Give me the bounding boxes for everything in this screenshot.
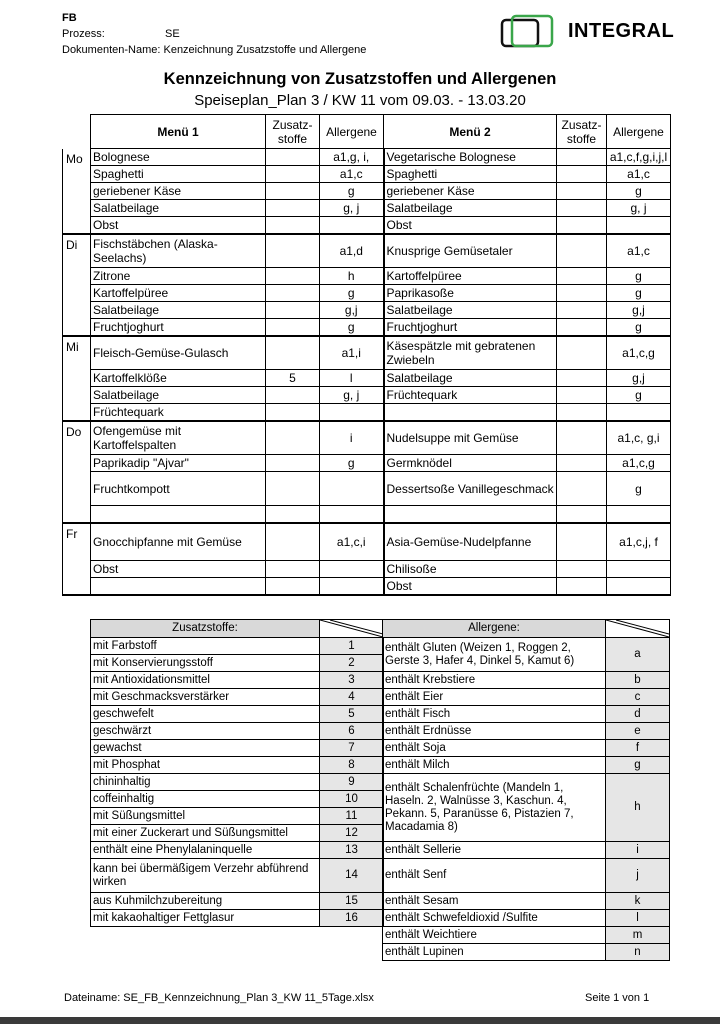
logo-mark-icon: [500, 14, 560, 54]
zusatzstoff-label: geschwefelt: [91, 706, 320, 723]
menu-row: [63, 421, 671, 455]
menu1-item: Obst: [91, 217, 266, 234]
zusatz2-value: [557, 421, 607, 455]
menu1-item: Bolognese: [91, 149, 266, 166]
zusatz1-value: [266, 285, 320, 302]
zusatz2-value: [557, 149, 607, 166]
zusatz2-value: [557, 336, 607, 370]
allergen-row: [383, 757, 670, 774]
menu-row: [63, 319, 671, 336]
allergen-code: k: [606, 893, 670, 910]
zusatzstoff-number: 14: [320, 859, 384, 893]
zusatz1-value: [266, 336, 320, 370]
allergen-label: enthält Milch: [383, 757, 606, 774]
menu2-item: Germknödel: [384, 455, 557, 472]
zusatzstoff-row: [91, 740, 384, 757]
menu-row: [63, 370, 671, 387]
menu1-item: Spaghetti: [91, 166, 266, 183]
allergene2-value: [607, 578, 671, 595]
menu-header-row: [63, 115, 671, 149]
zusatzstoff-number: 8: [320, 757, 384, 774]
diagonal-header-cell: [606, 620, 670, 638]
menu1-item: Salatbeilage: [91, 200, 266, 217]
zusatzstoff-number: 9: [320, 774, 384, 791]
menu-table: [62, 114, 671, 596]
zusatzstoff-row: [91, 638, 384, 655]
menu1-item: Salatbeilage: [91, 387, 266, 404]
zusatz2-value: [557, 404, 607, 421]
zusatzstoff-number: 15: [320, 893, 384, 910]
menu1-item: Ofengemüse mit Kartoffelspalten: [91, 421, 266, 455]
allergene2-value: a1,c, g,i: [607, 421, 671, 455]
allergen-label: enthält Fisch: [383, 706, 606, 723]
zusatzstoff-label: geschwärzt: [91, 723, 320, 740]
zusatzstoff-label: mit Konservierungsstoff: [91, 655, 320, 672]
allergene1-value: [320, 561, 384, 578]
allergen-code: h: [606, 774, 670, 842]
allergen-code: l: [606, 910, 670, 927]
allergene2-value: g,j: [607, 302, 671, 319]
allergen-label: enthält Sellerie: [383, 842, 606, 859]
allergene2-value: a1,c,j, f: [607, 523, 671, 561]
zusatzstoff-number: 2: [320, 655, 384, 672]
zusatz2-value: [557, 319, 607, 336]
allergen-row: [383, 944, 670, 961]
zusatz1-value: [266, 200, 320, 217]
menu2-item: Spaghetti: [384, 166, 557, 183]
diagonal-header-cell: [320, 620, 384, 638]
zusatzstoff-row: [91, 808, 384, 825]
zusatz2-value: [557, 285, 607, 302]
zusatzstoff-number: 13: [320, 842, 384, 859]
allergen-label: enthält Eier: [383, 689, 606, 706]
zusatzstoff-label: aus Kuhmilchzubereitung: [91, 893, 320, 910]
allergen-code: c: [606, 689, 670, 706]
allergen-row: [383, 927, 670, 944]
menu-row: [63, 200, 671, 217]
allergen-code: f: [606, 740, 670, 757]
logo-text: INTEGRAL: [568, 20, 675, 42]
day-label: Mo: [63, 149, 91, 234]
menu2-item: Paprikasoße: [384, 285, 557, 302]
menu1-item: Kartoffelpüree: [91, 285, 266, 302]
zusatzstoff-label: enthält eine Phenylalaninquelle: [91, 842, 320, 859]
allergen-row: [383, 672, 670, 689]
allergene2-value: [607, 404, 671, 421]
zusatz2-value: [557, 472, 607, 506]
allergene2-value: a1,c,g: [607, 455, 671, 472]
zusatzstoff-label: coffeinhaltig: [91, 791, 320, 808]
menu-row: [63, 217, 671, 234]
menu-row: [63, 183, 671, 200]
menu1-item: Zitrone: [91, 268, 266, 285]
allergene2-value: g, j: [607, 200, 671, 217]
zusatz1-value: [266, 387, 320, 404]
zusatzstoff-label: mit einer Zuckerart und Süßungsmittel: [91, 825, 320, 842]
zusatz2-value: [557, 183, 607, 200]
allergen-code: e: [606, 723, 670, 740]
allergen-label: enthält Soja: [383, 740, 606, 757]
allergen-label: enthält Erdnüsse: [383, 723, 606, 740]
allergene1-value: a1,g, i,: [320, 149, 384, 166]
zusatzstoff-row: [91, 672, 384, 689]
allergene2-value: g: [607, 285, 671, 302]
allergene2-value: g: [607, 268, 671, 285]
allergen-code: b: [606, 672, 670, 689]
allergen-code: m: [606, 927, 670, 944]
zusatz1-value: [266, 319, 320, 336]
menu2-item: Früchtequark: [384, 387, 557, 404]
menu2-item: Salatbeilage: [384, 200, 557, 217]
zusatz1-value: [266, 578, 320, 595]
allergene2-value: [607, 506, 671, 523]
zusatzstoff-row: [91, 842, 384, 859]
menu-row: [63, 387, 671, 404]
allergene-heading: Allergene:: [383, 620, 606, 638]
allergen-label: enthält Lupinen: [383, 944, 606, 961]
menu-row: [63, 561, 671, 578]
bottom-bar: [0, 1017, 720, 1024]
menu2-item: Salatbeilage: [384, 302, 557, 319]
zusatzstoff-label: mit Phosphat: [91, 757, 320, 774]
menu1-item: Gnocchipfanne mit Gemüse: [91, 523, 266, 561]
allergen-row: [383, 638, 670, 672]
allergene1-value: g, j: [320, 200, 384, 217]
form-code: FB: [62, 12, 77, 24]
menu2-item: Asia-Gemüse-Nudelpfanne: [384, 523, 557, 561]
menu1-item: Fleisch-Gemüse-Gulasch: [91, 336, 266, 370]
zusatzstoffe-heading: Zusatzstoffe:: [91, 620, 320, 638]
menu2-item: [384, 404, 557, 421]
allergen-label: enthält Schwefeldioxid /Sulfite: [383, 910, 606, 927]
zusatz2-header: Zusatz- stoffe: [557, 115, 607, 149]
allergene2-value: a1,c,f,g,i,j,l: [607, 149, 671, 166]
prozess-label: Prozess:: [62, 28, 105, 40]
day-label: Fr: [63, 523, 91, 595]
zusatz1-value: [266, 234, 320, 268]
zusatz1-value: [266, 183, 320, 200]
menu1-header: Menü 1: [91, 115, 266, 149]
zusatzstoff-row: [91, 859, 384, 893]
allergene2-value: [607, 217, 671, 234]
allergene1-value: g: [320, 455, 384, 472]
menu2-item: Obst: [384, 578, 557, 595]
allergene1-value: [320, 578, 384, 595]
menu-row: [63, 149, 671, 166]
allergene-legend: [382, 619, 670, 961]
menu1-item: Kartoffelklöße: [91, 370, 266, 387]
footer-page-number: Seite 1 von 1: [585, 992, 650, 1004]
allergen-label: enthält Krebstiere: [383, 672, 606, 689]
zusatz2-value: [557, 302, 607, 319]
allergen-row: [383, 723, 670, 740]
allergene1-value: l: [320, 370, 384, 387]
allergen-row: [383, 893, 670, 910]
menu1-item: Obst: [91, 561, 266, 578]
allergen-row: [383, 910, 670, 927]
menu1-item: [91, 506, 266, 523]
menu1-item: [91, 578, 266, 595]
zusatzstoff-label: kann bei übermäßigem Verzehr abführend wirken: [91, 859, 320, 893]
zusatz2-value: [557, 506, 607, 523]
allergene1-value: a1,c: [320, 166, 384, 183]
zusatz2-value: [557, 387, 607, 404]
menu2-item: Fruchtjoghurt: [384, 319, 557, 336]
allergene2-header: Allergene: [607, 115, 671, 149]
zusatzstoff-label: mit Geschmacksverstärker: [91, 689, 320, 706]
zusatz2-value: [557, 234, 607, 268]
menu2-item: Dessertsoße Vanillegeschmack: [384, 472, 557, 506]
allergen-row: [383, 842, 670, 859]
zusatzstoff-label: gewachst: [91, 740, 320, 757]
zusatzstoff-row: [91, 791, 384, 808]
menu2-item: [384, 506, 557, 523]
zusatzstoff-row: [91, 893, 384, 910]
zusatzstoff-number: 5: [320, 706, 384, 723]
menu-row: [63, 234, 671, 268]
allergen-label: enthält Weichtiere: [383, 927, 606, 944]
zusatzstoff-number: 12: [320, 825, 384, 842]
menu1-item: Paprikadip "Ajvar": [91, 455, 266, 472]
zusatzstoff-number: 16: [320, 910, 384, 927]
zusatz1-value: [266, 421, 320, 455]
menu2-item: Knusprige Gemüsetaler: [384, 234, 557, 268]
zusatz1-value: [266, 506, 320, 523]
menu-row: [63, 268, 671, 285]
allergen-code: n: [606, 944, 670, 961]
menu2-item: Chilisoße: [384, 561, 557, 578]
menu1-item: geriebener Käse: [91, 183, 266, 200]
menu2-item: geriebener Käse: [384, 183, 557, 200]
zusatzstoff-label: mit kakaohaltiger Fettglasur: [91, 910, 320, 927]
zusatz1-value: [266, 217, 320, 234]
menu-row: [63, 455, 671, 472]
zusatzstoff-row: [91, 655, 384, 672]
allergen-code: d: [606, 706, 670, 723]
allergene1-value: [320, 472, 384, 506]
allergene1-value: h: [320, 268, 384, 285]
zusatz1-value: [266, 472, 320, 506]
allergene2-value: a1,c: [607, 166, 671, 183]
allergen-label: enthält Gluten (Weizen 1, Roggen 2, Gerste 3, Hafer 4, Dinkel 5, Kamut 6): [383, 638, 606, 672]
allergene2-value: g,j: [607, 370, 671, 387]
zusatzstoff-number: 7: [320, 740, 384, 757]
zusatzstoff-label: mit Antioxidationsmittel: [91, 672, 320, 689]
allergene2-value: g: [607, 319, 671, 336]
zusatzstoff-row: [91, 689, 384, 706]
menu2-item: Nudelsuppe mit Gemüse: [384, 421, 557, 455]
allergen-code: j: [606, 859, 670, 893]
menu2-item: Kartoffelpüree: [384, 268, 557, 285]
zusatz1-value: [266, 404, 320, 421]
zusatz2-value: [557, 578, 607, 595]
zusatz2-value: [557, 217, 607, 234]
allergen-code: i: [606, 842, 670, 859]
zusatzstoff-number: 4: [320, 689, 384, 706]
menu-row: [63, 404, 671, 421]
allergen-row: [383, 706, 670, 723]
page-title: Kennzeichnung von Zusatzstoffen und Allergenen: [163, 70, 557, 88]
menu-row: [63, 302, 671, 319]
allergen-label: enthält Sesam: [383, 893, 606, 910]
menu-row: [63, 578, 671, 595]
allergen-row: [383, 774, 670, 842]
menu2-item: Vegetarische Bolognese: [384, 149, 557, 166]
allergen-code: g: [606, 757, 670, 774]
allergene2-value: a1,c: [607, 234, 671, 268]
menu1-item: Früchtequark: [91, 404, 266, 421]
allergen-row: [383, 859, 670, 893]
allergen-row: [383, 740, 670, 757]
zusatz1-value: [266, 561, 320, 578]
allergene1-value: g: [320, 319, 384, 336]
allergene2-value: [607, 561, 671, 578]
allergene1-value: g, j: [320, 387, 384, 404]
menu2-item: Käsespätzle mit gebratenen Zwiebeln: [384, 336, 557, 370]
zusatzstoff-number: 1: [320, 638, 384, 655]
allergen-row: [383, 689, 670, 706]
zusatz2-value: [557, 200, 607, 217]
prozess-value: SE: [165, 28, 180, 40]
zusatz2-value: [557, 268, 607, 285]
menu2-item: Salatbeilage: [384, 370, 557, 387]
menu1-item: Fruchtjoghurt: [91, 319, 266, 336]
allergene2-value: g: [607, 472, 671, 506]
zusatz1-value: [266, 268, 320, 285]
menu-row: [63, 166, 671, 183]
zusatz2-value: [557, 523, 607, 561]
menu-row: [63, 285, 671, 302]
allergene1-value: g: [320, 183, 384, 200]
menu-row: [63, 336, 671, 370]
zusatz2-value: [557, 561, 607, 578]
zusatzstoff-label: mit Farbstoff: [91, 638, 320, 655]
menu-row: [63, 506, 671, 523]
zusatzstoff-row: [91, 774, 384, 791]
zusatz1-value: [266, 302, 320, 319]
allergen-label: enthält Senf: [383, 859, 606, 893]
zusatzstoff-number: 11: [320, 808, 384, 825]
zusatzstoffe-legend: [90, 619, 384, 927]
zusatzstoff-row: [91, 757, 384, 774]
allergene1-value: [320, 404, 384, 421]
zusatzstoff-number: 10: [320, 791, 384, 808]
zusatzstoff-number: 6: [320, 723, 384, 740]
allergene1-value: a1,c,i: [320, 523, 384, 561]
zusatz2-value: [557, 455, 607, 472]
day-label: Do: [63, 421, 91, 523]
day-label: Mi: [63, 336, 91, 421]
allergen-code: a: [606, 638, 670, 672]
allergene1-value: [320, 506, 384, 523]
zusatz1-value: [266, 166, 320, 183]
zusatzstoff-row: [91, 910, 384, 927]
document-name: Dokumenten-Name: Kenzeichnung Zusatzstoffe und Allergene: [62, 44, 367, 56]
allergene1-value: [320, 217, 384, 234]
menu2-item: Obst: [384, 217, 557, 234]
zusatz1-value: [266, 455, 320, 472]
allergene1-header: Allergene: [320, 115, 384, 149]
zusatzstoff-row: [91, 825, 384, 842]
allergene1-value: i: [320, 421, 384, 455]
zusatzstoff-label: mit Süßungsmittel: [91, 808, 320, 825]
allergene2-value: a1,c,g: [607, 336, 671, 370]
menu1-item: Fischstäbchen (Alaska-Seelachs): [91, 234, 266, 268]
allergene1-value: g,j: [320, 302, 384, 319]
zusatz1-value: [266, 149, 320, 166]
menu-row: [63, 523, 671, 561]
day-label: Di: [63, 234, 91, 336]
menu1-item: Fruchtkompott: [91, 472, 266, 506]
zusatz1-header: Zusatz- stoffe: [266, 115, 320, 149]
menu1-item: Salatbeilage: [91, 302, 266, 319]
footer-filename: Dateiname: SE_FB_Kennzeichnung_Plan 3_KW 11_5Tage.xlsx: [64, 992, 374, 1004]
zusatzstoff-row: [91, 706, 384, 723]
zusatz2-value: [557, 370, 607, 387]
zusatz1-value: [266, 523, 320, 561]
zusatzstoff-label: chininhaltig: [91, 774, 320, 791]
allergene2-value: g: [607, 183, 671, 200]
menu-row: [63, 472, 671, 506]
allergene1-value: g: [320, 285, 384, 302]
zusatz1-value: 5: [266, 370, 320, 387]
menu2-header: Menü 2: [384, 115, 557, 149]
zusatzstoff-number: 3: [320, 672, 384, 689]
allergene2-value: g: [607, 387, 671, 404]
zusatzstoff-row: [91, 723, 384, 740]
integral-logo: [500, 14, 675, 54]
allergene1-value: a1,i: [320, 336, 384, 370]
page-subtitle: Speiseplan_Plan 3 / KW 11 vom 09.03. - 13.03.20: [194, 92, 526, 109]
allergen-label: enthält Schalenfrüchte (Mandeln 1, Haseln. 2, Walnüsse 3, Kaschun. 4, Pekann. 5, Paranüsse 6, Pistazien 7, Macadamia 8): [383, 774, 606, 842]
zusatz2-value: [557, 166, 607, 183]
allergene1-value: a1,d: [320, 234, 384, 268]
